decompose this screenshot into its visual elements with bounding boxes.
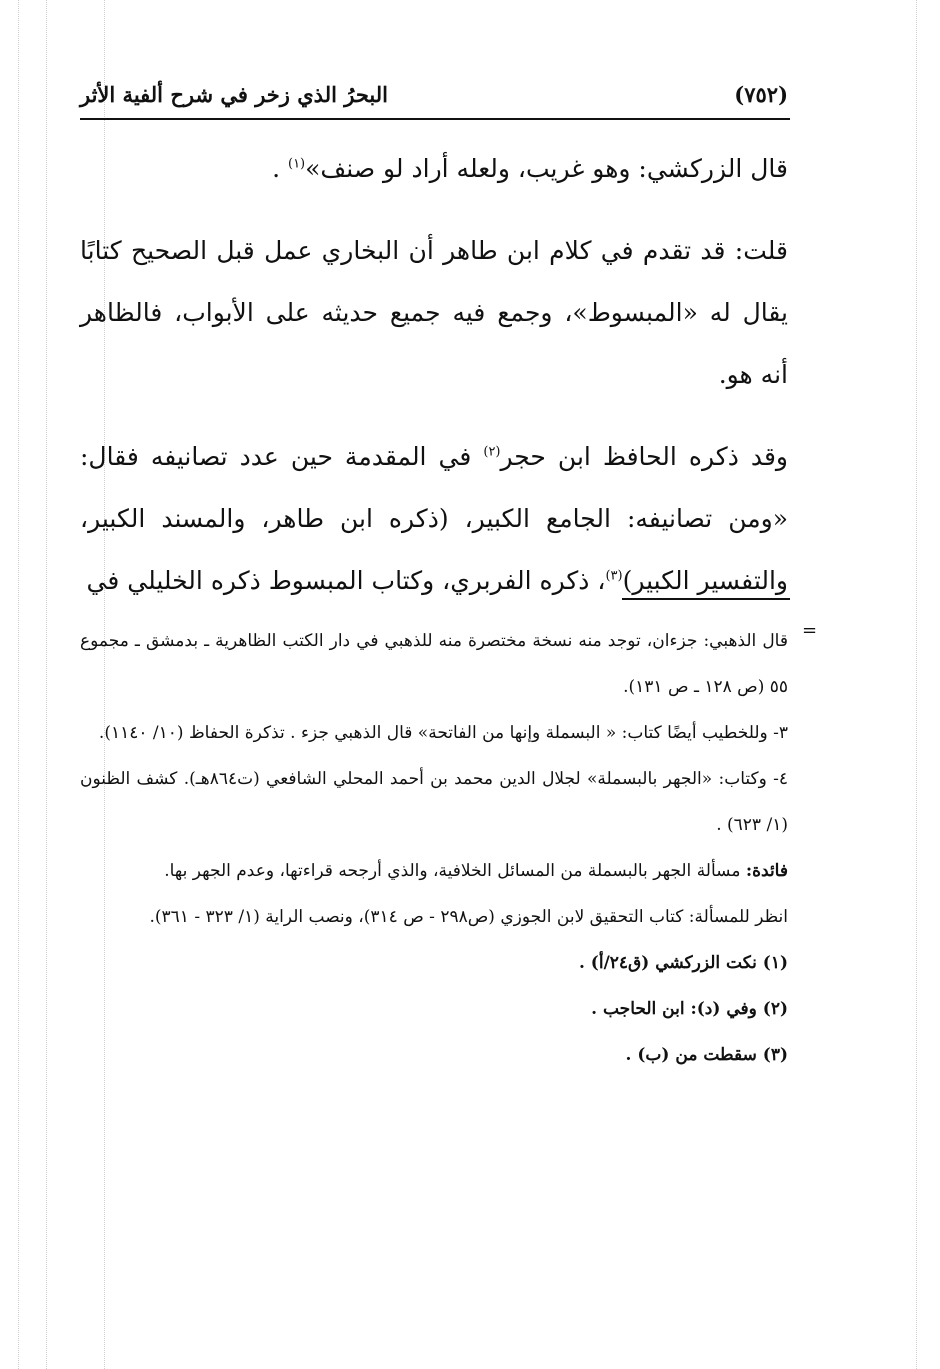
footnote-separator bbox=[622, 598, 790, 600]
footnote-ref: (١) bbox=[287, 156, 306, 172]
main-text bbox=[80, 138, 788, 612]
footnote: (١) نكت الزركشي (ق٢٤/أ) . bbox=[578, 953, 788, 973]
benefit-text: مسألة الجهر بالبسملة من المسائل الخلافية، والذي أرجحه قراءتها، وعدم الجهر بها. bbox=[164, 861, 746, 881]
scan-line bbox=[916, 0, 917, 1369]
footnote-ref: (٢) bbox=[483, 444, 501, 460]
scan-line bbox=[46, 0, 47, 1369]
benefit-label: فائدة: bbox=[745, 861, 788, 881]
paragraph: قلت: قد تقدم في كلام ابن طاهر أن البخاري عمل قبل الصحيح كتابًا يقال له «المبسوط»، وجمع فيه جميع حديثه على الأبواب، فالظاهر أنه هو. bbox=[80, 236, 788, 389]
footnotes bbox=[80, 618, 788, 1078]
footnote: (٢) وفي (د): ابن الحاجب . bbox=[591, 999, 788, 1019]
page-number: (٧٥٢) bbox=[734, 82, 788, 107]
scan-line bbox=[18, 0, 19, 1369]
benefit-note bbox=[80, 848, 788, 894]
footnote: (٣) سقطت من (ب) . bbox=[625, 1045, 788, 1065]
paragraph: قال الزركشي: وهو غريب، ولعله أراد لو صنف»$^{(١)}$ . bbox=[272, 154, 788, 183]
footnote-ref: (٣) bbox=[605, 568, 623, 584]
running-title: البحرُ الذي زخر في شرح ألفية الأثر bbox=[80, 82, 388, 107]
page-header bbox=[80, 80, 788, 116]
footnote-continued: ٤- وكتاب: «الجهر بالبسملة» لجلال الدين محمد بن أحمد المحلي الشافعي (ت٨٦٤هـ). كشف الظنون (١/ ٦٢٣) . bbox=[80, 769, 788, 835]
see-also-note: انظر للمسألة: كتاب التحقيق لابن الجوزي (ص٢٩٨ - ص ٣١٤)، ونصب الراية (١/ ٣٢٣ - ٣٦١). bbox=[149, 907, 788, 927]
paragraph: وقد ذكره الحافظ ابن حجر$^{(٢)}$ في المقدمة حين عدد تصانيفه فقال: «ومن تصانيفه: الجامع الكبير، (ذكره ابن طاهر، والمسند الكبير، والتفسير الكبير)$^{(٣)}$، ذكره الفربري، وكتاب المبسوط ذكره الخليلي في bbox=[80, 442, 789, 595]
footnote-continued: قال الذهبي: جزءان، توجد منه نسخة مختصرة منه للذهبي في دار الكتب الظاهرية ـ بدمشق ـ مجموع ٥٥ (ص ١٢٨ ـ ص ١٣١). bbox=[80, 631, 788, 697]
header-rule bbox=[80, 118, 790, 120]
footnote-continued: ٣- وللخطيب أيضًا كتاب: « البسملة وإنها من الفاتحة» قال الذهبي جزء . تذكرة الحفاظ (١٠/ ١١٤٠). bbox=[98, 723, 788, 743]
continuation-mark: = bbox=[802, 620, 818, 641]
